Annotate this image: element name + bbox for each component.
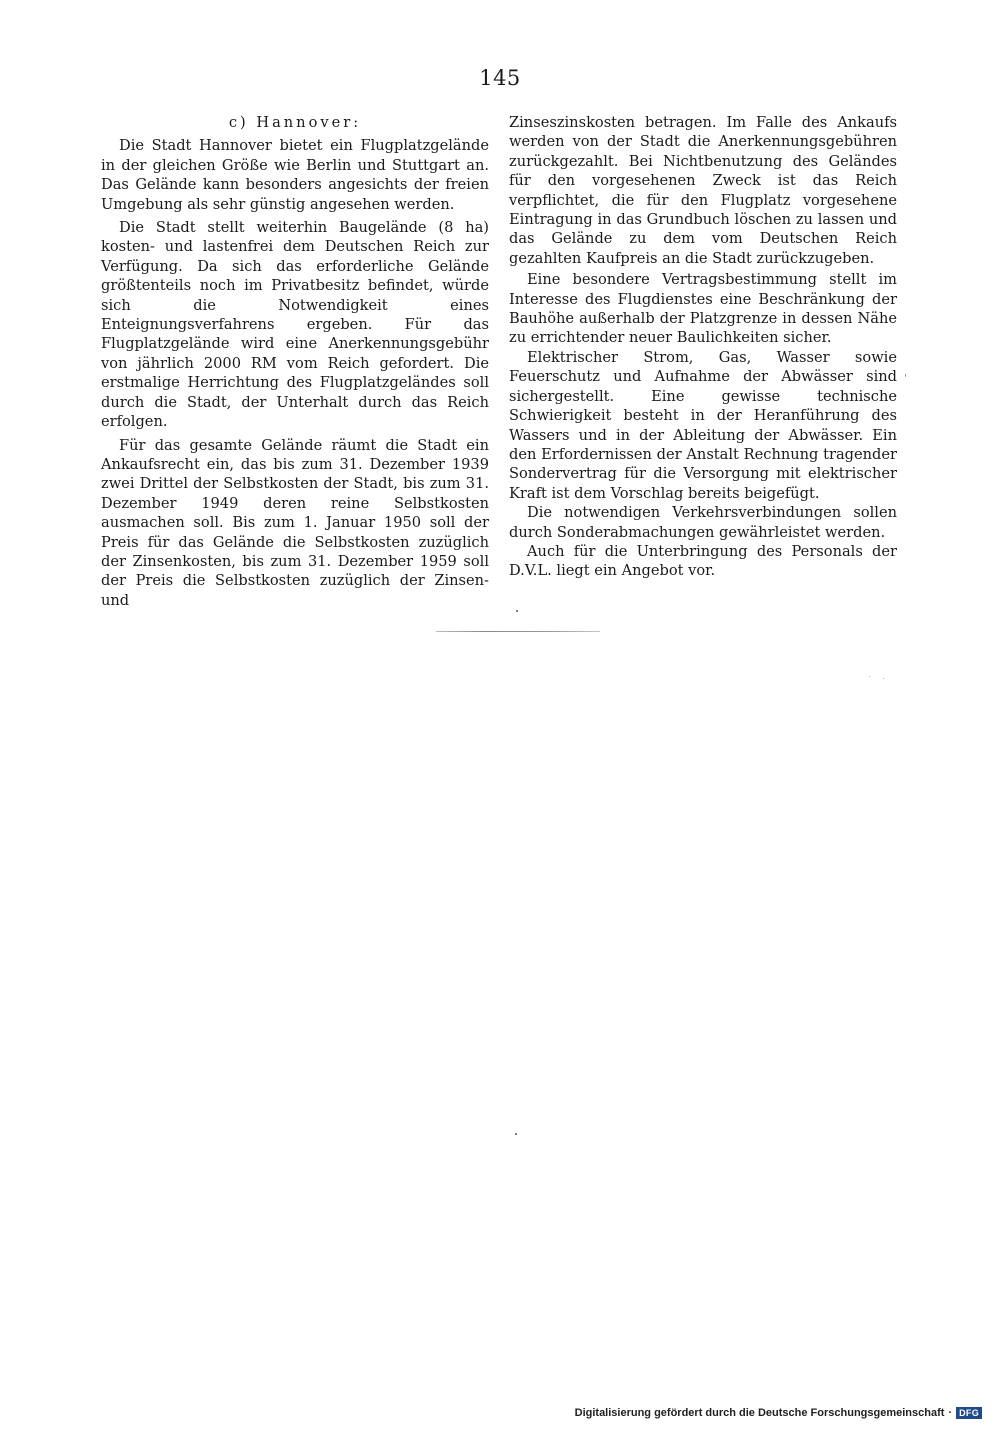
dfg-logo: DFG <box>956 1407 982 1419</box>
paragraph: Die Stadt stellt weiterhin Baugelände (8 ha) kosten- und lastenfrei dem Deutschen Reich zur Verfügung. Da sich das erforderliche Gelände größtenteils noch im Privatbesitz befindet, würde sich die Notwendigkeit eines Enteignungsverfahrens ergeben. Für das Flugplatzgelände wird eine Anerkennungsgebühr von jährlich 2000 RM vom Reich gefordert. Die erstmalige Herrichtung des Flugplatzgeländes soll durch die Stadt, der Unterhalt durch das Reich erfolgen. <box>101 219 489 431</box>
paragraph: Elektrischer Strom, Gas, Wasser sowie Feuerschutz und Aufnahme der Abwässer sind sichergestellt. Eine gewisse technische Schwierigkeit besteht in der Heranführung des Wassers und in der Ableitung der Abwässer. Ein den Erfordernissen der Anstalt Rechnung tragender Sondervertrag für die Versorgung mit elektrischer Kraft ist dem Vorschlag bereits beigefügt. <box>509 348 897 502</box>
paragraph: Auch für die Unterbringung des Personals der D.V.L. liegt ein Angebot vor. <box>509 542 897 580</box>
right-column <box>509 113 897 581</box>
digitization-credit: Digitalisierung gefördert durch die Deutsche Forschungsgemeinschaft · DFG <box>575 1407 982 1419</box>
credit-text: Digitalisierung gefördert durch die Deutsche Forschungsgemeinschaft <box>574 1407 945 1419</box>
paragraph: Die Stadt Hannover bietet ein Flugplatzgelände in der gleichen Größe wie Berlin und Stuttgart an. Das Gelände kann besonders angesichts der freien Umgebung als sehr günstig angesehen werden. <box>101 137 489 213</box>
scan-speck <box>516 610 518 612</box>
section-heading: c) Hannover: <box>228 114 362 131</box>
paragraph: Eine besondere Vertragsbestimmung stellt im Interesse des Flugdienstes eine Beschränkung der Bauhöhe außerhalb der Platzgrenze in dessen Nähe zu errichtender neuer Baulichkeiten sicher. <box>509 271 897 347</box>
scan-speck <box>515 1133 517 1135</box>
page-number: 145 <box>479 66 521 90</box>
paragraph-continued: Zinseszinskosten betragen. Im Falle des Ankaufs werden von der Stadt die Anerkennungsgebühren zurückgezahlt. Bei Nichtbenutzung des Geländes für den vorgesehenen Zweck ist das Reich verpflichtet, die für den Flugplatz vorgesehene Eintragung in das Grundbuch löschen zu lassen und das Gelände zu dem vom Deutschen Reich gezahlten Kaufpreis an die Stadt zurückzugeben. <box>509 114 897 267</box>
scan-speck <box>905 374 906 377</box>
paragraph: Die notwendigen Verkehrsverbindungen sollen durch Sonderabmachungen gewährleistet werden. <box>509 504 897 541</box>
paragraph: Für das gesamte Gelände räumt die Stadt ein Ankaufsrecht ein, das bis zum 31. Dezember 1939 zwei Drittel der Selbstkosten der Stadt, bis zum 31. Dezember 1949 deren reine Selbstkosten ausmachen soll. Bis zum 1. Januar 1950 soll der Preis für das Gelände die Selbstkosten zuzüglich der Zinsenkosten, bis zum 31. Dezember 1959 soll der Preis die Selbstkosten zuzüglich der Zinsen- und <box>101 436 489 609</box>
scan-speck <box>869 676 870 677</box>
section-divider-rule <box>436 631 600 632</box>
scan-speck <box>883 678 884 679</box>
left-column <box>101 113 489 614</box>
